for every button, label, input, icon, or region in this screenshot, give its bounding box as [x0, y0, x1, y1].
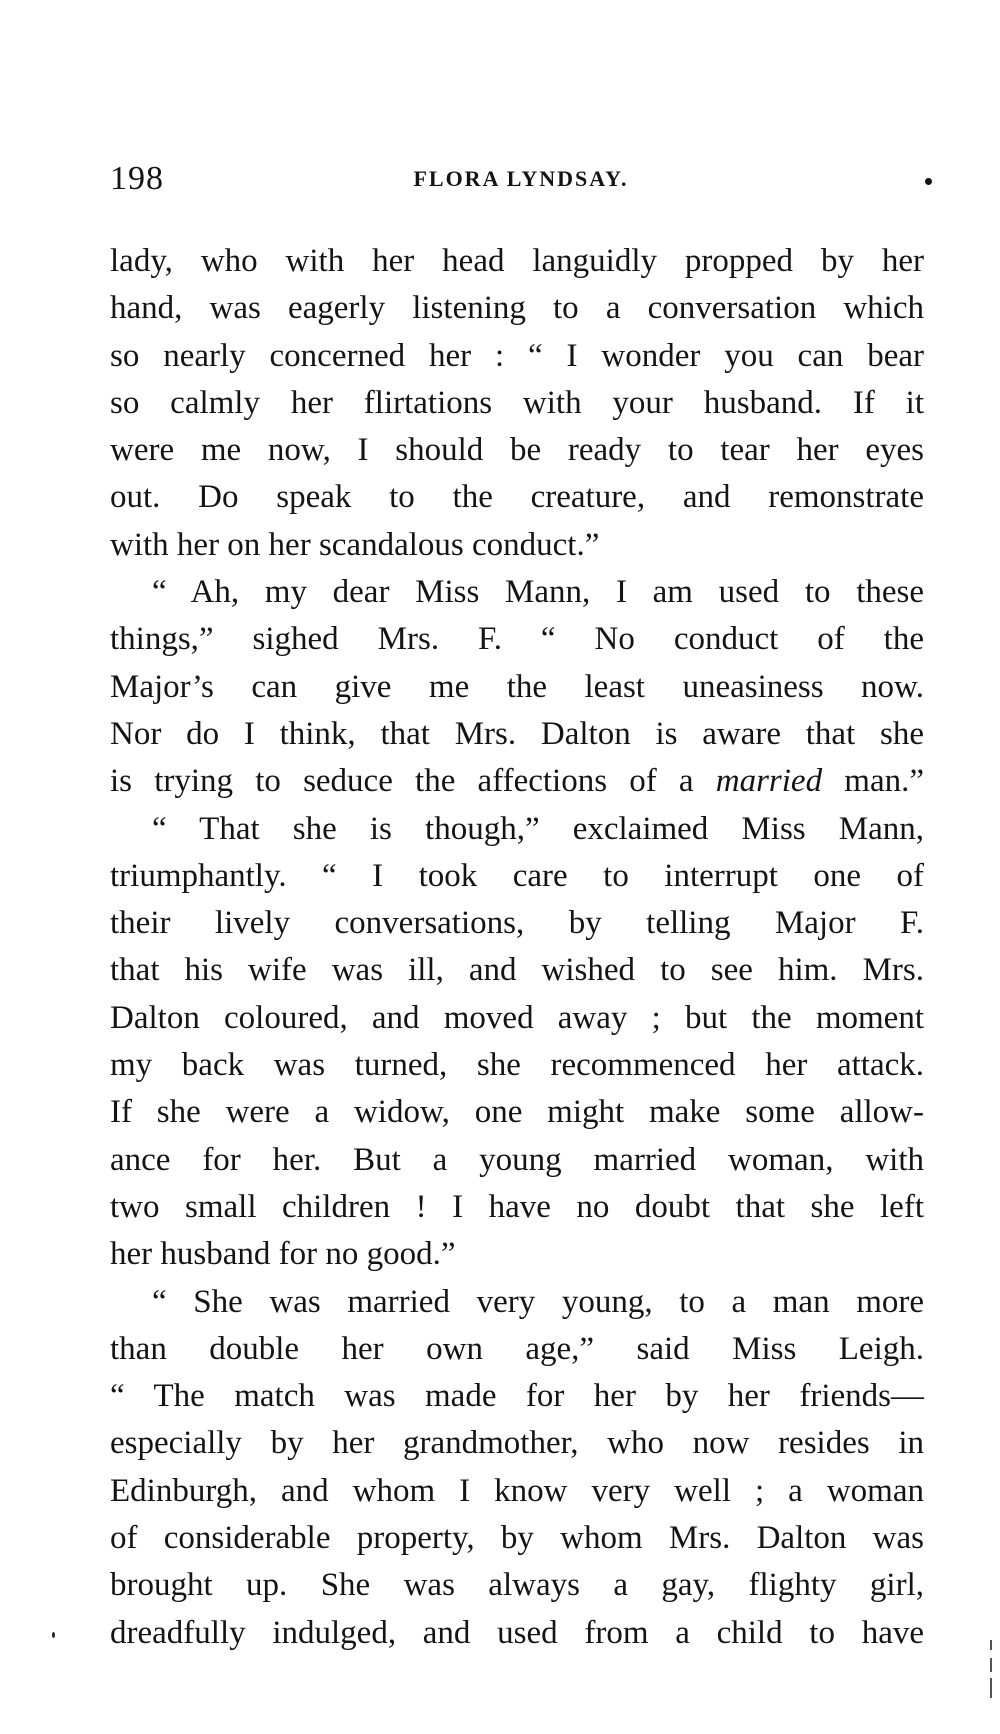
- text-line: lady, who with her head languidly propped by her: [110, 243, 924, 279]
- text-line: their lively conversations, by telling Major F.: [110, 905, 924, 942]
- text-line: my back was turned, she recommenced her attack.: [110, 1047, 924, 1084]
- text-line: “ Ah, my dear Miss Mann, I am used to these: [152, 574, 924, 611]
- text-line: Edinburgh, and whom I know very well ; a woman: [110, 1472, 924, 1509]
- running-head: FLORA LYNDSAY.: [413, 166, 629, 191]
- text-line: so nearly concerned her : “ I wonder you can bear: [110, 337, 924, 374]
- text-line: two small children ! I have no doubt that she left: [110, 1188, 924, 1225]
- text-line: ance for her. But a young married woman, with: [110, 1141, 924, 1178]
- margin-speck: [52, 1632, 55, 1638]
- text-line: triumphantly. “ I took care to interrupt one of: [110, 857, 924, 894]
- emphasis-word: married: [715, 763, 823, 800]
- text-line: “ She was married very young, to a man more: [152, 1283, 924, 1320]
- text-line: than double her own age,” said Miss Leigh.: [110, 1330, 924, 1367]
- margin-mark: [984, 1640, 1000, 1720]
- body-text: [110, 238, 924, 1657]
- text-line: “ That she is though,” exclaimed Miss Mann,: [152, 810, 924, 847]
- text-line: Dalton coloured, and moved away ; but the moment: [110, 999, 924, 1036]
- text-line: dreadfully indulged, and used from a child to have: [110, 1614, 924, 1651]
- header-dot-mark: [925, 178, 932, 185]
- text-line: things,” sighed Mrs. F. “ No conduct of the: [110, 621, 924, 658]
- text-line: her husband for no good.”: [110, 1236, 456, 1273]
- text-line: of considerable property, by whom Mrs. Dalton was: [110, 1520, 924, 1557]
- text-line: If she were a widow, one might make some allow-: [110, 1094, 924, 1131]
- text-line: with her on her scandalous conduct.”: [110, 526, 600, 563]
- text-line: hand, was eagerly listening to a conversation which: [110, 290, 924, 327]
- text-line: so calmly her flirtations with your husband. If it: [110, 384, 924, 421]
- text-line: were me now, I should be ready to tear her eyes: [110, 432, 924, 469]
- page-number: 198: [110, 160, 164, 197]
- text-line: is trying to seduce the affections of a married man.”: [110, 763, 924, 800]
- text-line: “ The match was made for her by her friends—: [110, 1378, 924, 1415]
- text-line: that his wife was ill, and wished to see him. Mrs.: [110, 952, 924, 989]
- text-line: Major’s can give me the least uneasiness now.: [110, 668, 924, 705]
- text-line: Nor do I think, that Mrs. Dalton is aware that she: [110, 715, 924, 752]
- page-header: [110, 160, 932, 200]
- text-line: especially by her grandmother, who now resides in: [110, 1425, 924, 1462]
- text-line: brought up. She was always a gay, flighty girl,: [110, 1567, 924, 1604]
- text-line: out. Do speak to the creature, and remonstrate: [110, 479, 924, 516]
